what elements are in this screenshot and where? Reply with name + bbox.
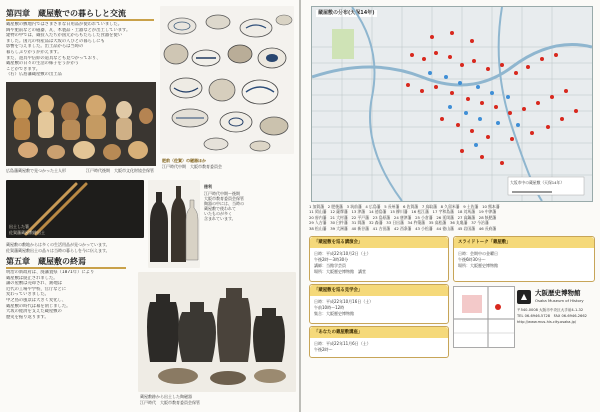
- bottles-photo: [148, 180, 200, 268]
- jars-photo: [138, 272, 296, 392]
- domain-legend: 1 加賀藩 2 肥後藩 3 筑前藩 4 広島藩 5 長州藩 6 佐賀藩 7 鳥取藩 8 久留米藩 9 土佐藩 10 熊本藩 11 岡山藩 12 薩摩藩 13 津藩 14 徳島藩 15 柳川藩 16 松江藩 17 宇和島藩 18 対馬藩 19 中津藩 20 府内藩 21 大村藩 22 平戸藩 23 島原藩 24 唐津藩 25 小倉藩 26 延岡藩 27 高鍋藩 28 飫肥藩 29 人吉藩 30 臼杵藩 31 岡藩 32 森藩 33 日出藩 34 杵築藩 35 高松藩 36 丸亀藩 37 今治藩 38 松山藩 39 大洲藩 40 新谷藩 41 吉田藩 42 西条藩 43 小松藩 44 徳山藩 45 岩国藩 46 長府藩: [309, 204, 500, 231]
- map-caption: 大坂市中の蔵屋敷（天保14年）: [510, 180, 565, 185]
- event-lecture-line: 場所：大阪歴史博物館 講堂: [314, 269, 366, 274]
- museum-url[interactable]: http://www.mus-his.city.osaka.jp/: [517, 320, 577, 324]
- museum-phone: TEL 06-6946-5728 FAX 06-6946-2662: [517, 314, 587, 318]
- map-panel: [311, 6, 593, 202]
- jars-illustration: [138, 272, 296, 392]
- clay-figures-illustration: [6, 82, 156, 166]
- left-page: [0, 0, 299, 412]
- museum-name: 大阪歴史博物館: [535, 289, 581, 297]
- event-lecture-line: 講師：当館学芸員: [314, 263, 346, 268]
- event-course-line: 日時：平成22年11月6日（土）: [314, 341, 371, 346]
- chapter5-body: 明治の新政府は、廃藩置県（1871年）により 蔵屋敷は廃止されました。 藩の屋敷は売却され、跡地は 近代の工場や学校、官庁などに 変わっていきました。 中之島の風景は大きく変化し、 蔵屋敷の時代は幕を閉じました。 大坂の経済を支えた蔵屋敷の 歴史を振り返ります。: [6, 270, 95, 320]
- event-tour-line: 日時：平成22年10月16日（土）: [314, 299, 374, 304]
- museum-name-en: Osaka Museum of History: [535, 298, 584, 303]
- chapter4-title: 第四章 蔵屋敷での暮らしと交流: [6, 9, 126, 18]
- chopsticks-caption-2: 佐賀藩蔵屋敷跡出土: [9, 230, 45, 235]
- event-slidetalk-line: 場所：大阪歴史博物館: [458, 263, 498, 268]
- event-tour-line: 集合：大阪歴史博物館: [314, 311, 354, 316]
- jars-caption: 蔵屋敷跡から出土した陶磁器: [140, 394, 192, 399]
- bottles-illustration: [148, 180, 200, 268]
- event-box-course: [309, 326, 449, 358]
- event-course-line: 午後2時〜: [314, 347, 333, 352]
- dishes-caption: 肥前（佐賀）の磁器ほか: [162, 158, 206, 163]
- canal-west: [352, 7, 402, 201]
- event-lecture-title: 「蔵屋敷を巡る講演会」: [310, 237, 448, 248]
- bottles-caption: 徳利: [204, 184, 212, 189]
- event-course-title: 「あなたの蔵屋敷講座」: [310, 327, 448, 338]
- kurayashiki-map: [312, 7, 592, 201]
- chapter5-underline: [6, 267, 126, 269]
- chopsticks-caption: 出土した箸: [9, 224, 29, 229]
- chapter4-underline: [6, 19, 154, 21]
- mid-caption-1: 蔵屋敷の敷地からは多くの生活用品が見つかっています。: [6, 242, 110, 247]
- access-map-illustration: [454, 287, 514, 347]
- figures-caption: 広島藩蔵屋敷で見つかった土人形: [6, 168, 66, 173]
- event-slidetalk-line: 午後6時30分〜: [458, 257, 486, 262]
- right-page: [301, 0, 600, 412]
- chopsticks-photo: [6, 180, 144, 238]
- canal-east: [499, 7, 542, 201]
- event-lecture-line: 日時：平成22年10月2日（土）: [314, 251, 371, 256]
- event-tour-line: 午前10時〜12時: [314, 305, 345, 310]
- museum-logo: ▲: [517, 290, 531, 304]
- event-tour-title: 「蔵屋敷を巡る見学会」: [310, 285, 448, 296]
- event-slidetalk-title: スライドトーク「蔵屋敷」: [454, 237, 594, 248]
- chapter4-body: 蔵屋敷の敷地内ではさまざまな日用品が使われていました。 陶や肥前などの磁器、瓦、木製品・土器などが出土しています。 建物の中では、蔵役人たちが国元からもたらした食器を使い ました。国元の特産品は大坂の人びとの暮らしにも 影響を与えました。出土品からは当時の 暮らしぶりがうかがえます。 また、遊具や信仰の道具なども見つかっており、 蔵屋敷の日々の生活の様子をうかがう ことができます。 （右）広島藩蔵屋敷の出土品: [6, 22, 131, 78]
- bottles-caption-lines: 江戸時代中期～後期 大阪市教育委員会保管 陶器の中には、当時の 蔵屋敷で使われて いたものが多く 含まれています。: [204, 191, 244, 221]
- ceramics-photo: [160, 6, 294, 154]
- map-title: 蔵屋敷の分布(天保14年): [318, 10, 375, 16]
- event-box-slidetalk: [453, 236, 595, 282]
- event-box-lecture: [309, 236, 449, 282]
- mid-caption-2: 佐賀藩蔵屋敷出土の品々は当時の暮らしを今に伝えます。: [6, 248, 110, 253]
- event-slidetalk-line: 日時：会期中の金曜日: [458, 251, 498, 256]
- access-map: [453, 286, 515, 348]
- green-block: [332, 29, 354, 59]
- dishes-caption-2: 江戸時代中期 大阪市教育委員会: [162, 164, 222, 169]
- figures-caption-2: 江戸時代後期 大阪市文化財協会保管: [86, 168, 154, 173]
- event-lecture-line: 午後2時〜3時30分: [314, 257, 349, 262]
- chapter5-title: 第五章 蔵屋敷の終焉: [6, 257, 86, 266]
- event-box-tour: [309, 284, 449, 324]
- museum-address: 〒540-0008 大阪市中央区大手前4-1-32: [517, 308, 584, 312]
- clay-figures-photo: [6, 82, 156, 166]
- jars-caption-2: 江戸時代 大阪市教育委員会保管: [140, 400, 200, 405]
- ceramics-illustration: [160, 6, 294, 154]
